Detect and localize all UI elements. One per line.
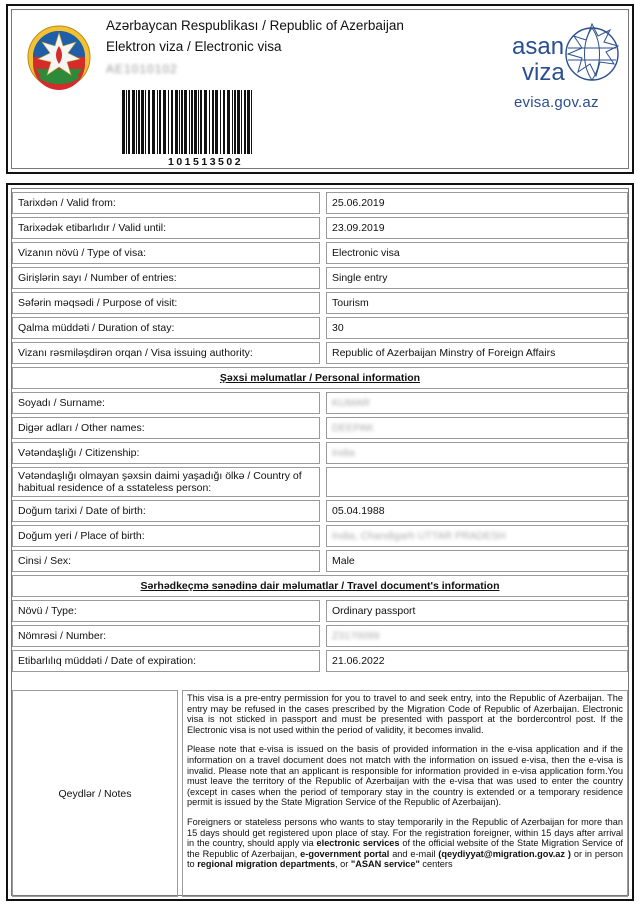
notes-paragraph: Please note that e-visa is issued on the basis of provided information in the e-visa application and if the information on a travel document does not match with the information on issued e-visa, then the e-visa is invalid. Please note that an applicant is responsible for information provided in e-visa application form.You must leave the territory of the Republic of Azerbaijan with the e-visa that was used to enter the country (except in cases when the period of temporary stay in the country is extended or a temporary residence permit is issued by the State Migration Service of the Republic of Azerbaijan). <box>187 744 623 808</box>
table-row <box>12 392 628 414</box>
asan-service-text: "ASAN service" <box>350 859 420 870</box>
field-value-purpose: Tourism <box>326 292 628 314</box>
notes-label: Qeydlər / Notes <box>12 690 178 897</box>
barcode-bar <box>171 90 173 154</box>
field-label: Qalma müddəti / Duration of stay: <box>12 317 320 339</box>
table-row <box>12 500 628 522</box>
table-row <box>12 267 628 289</box>
barcode-bar <box>234 90 236 154</box>
barcode-bar <box>179 90 180 154</box>
barcode-bar <box>232 90 233 154</box>
visa-header <box>6 4 634 174</box>
table-row <box>12 467 628 497</box>
notes-row <box>12 690 628 897</box>
travel-section-title: Sərhədkeçmə sənədinə dair məlumatlar / Travel document's information <box>12 575 628 597</box>
barcode-bar <box>122 90 125 154</box>
field-label: Etibarlılıq müddəti / Date of expiration: <box>12 650 320 672</box>
barcode-bar <box>194 90 197 154</box>
website-link[interactable]: evisa.gov.az <box>514 94 599 111</box>
table-row <box>12 217 628 239</box>
field-value-dob: 05.04.1988 <box>326 500 628 522</box>
visa-number: AE1010102 <box>106 62 178 76</box>
field-label: Növü / Type: <box>12 600 320 622</box>
barcode-bar <box>148 90 150 154</box>
e-government-portal-link: e-government portal <box>300 848 390 859</box>
field-label: Girişlərin sayı / Number of entries: <box>12 267 320 289</box>
notes-text-span: and e-mail <box>389 848 439 859</box>
barcode-bar <box>220 90 221 154</box>
barcode-bar <box>209 90 210 154</box>
personal-section-title: Şəxsi məlumatlar / Personal information <box>12 367 628 389</box>
barcode-bar <box>227 90 230 154</box>
notes-text-span: of the official website of the State Migration Service of the Republic of Azerbaijan, <box>187 838 623 859</box>
table-row <box>12 242 628 264</box>
barcode-bar <box>126 90 127 154</box>
barcode-bar <box>168 90 169 154</box>
registration-email: (qeydiyyat@migration.gov.az ) <box>438 848 571 859</box>
barcode-bar <box>189 90 190 154</box>
field-value-other-names: DEEPAK <box>332 422 374 434</box>
barcode-bar <box>159 90 161 154</box>
notes-text <box>182 690 628 897</box>
barcode-bar <box>241 90 242 154</box>
field-label: Tarixədək etibarlıdır / Valid until: <box>12 217 320 239</box>
barcode-bar <box>198 90 199 154</box>
field-value-citizenship: India <box>332 447 355 459</box>
field-value-valid-until: 23.09.2019 <box>326 217 628 239</box>
barcode-bar <box>128 90 130 154</box>
table-row <box>12 625 628 647</box>
field-value-visa-type: Electronic visa <box>326 242 628 264</box>
field-value-doc-type: Ordinary passport <box>326 600 628 622</box>
field-value-residence <box>326 467 628 497</box>
asan-viza-logo-icon <box>506 16 626 94</box>
barcode-bar <box>157 90 158 154</box>
barcode-number: 101513502 <box>168 156 244 168</box>
table-row <box>12 342 628 364</box>
barcode-bar <box>204 90 207 154</box>
barcode-bar <box>237 90 240 154</box>
field-label: Səfərin məqsədi / Purpose of visit: <box>12 292 320 314</box>
table-row <box>12 550 628 572</box>
visa-details-card <box>6 183 634 901</box>
table-row <box>12 442 628 464</box>
table-row <box>12 525 628 547</box>
barcode-bar <box>215 90 218 154</box>
section-header-row <box>12 367 628 389</box>
barcode-bar <box>247 90 250 154</box>
field-value-surname: KUMAR <box>332 397 370 409</box>
field-label: Doğum tarixi / Date of birth: <box>12 500 320 522</box>
barcode-bar <box>138 90 140 154</box>
field-label: Tarixdən / Valid from: <box>12 192 320 214</box>
field-label: Vətəndaşlığı / Citizenship: <box>12 442 320 464</box>
document-title: Elektron viza / Electronic visa <box>106 39 282 54</box>
barcode-bar <box>152 90 155 154</box>
barcode-bar <box>244 90 246 154</box>
barcode-bar <box>136 90 137 154</box>
table-row <box>12 600 628 622</box>
barcode-icon <box>120 90 254 160</box>
notes-text-span: , or <box>335 859 351 870</box>
table-row <box>12 317 628 339</box>
table-row <box>12 192 628 214</box>
azerbaijan-emblem-icon <box>26 24 92 90</box>
section-header-row <box>12 575 628 597</box>
barcode-bar <box>191 90 193 154</box>
electronic-services-link: electronic services <box>316 838 400 849</box>
barcode-bar <box>132 90 135 154</box>
barcode-bar <box>141 90 144 154</box>
visa-details-table <box>12 189 628 675</box>
notes-text-span: or in person to <box>187 848 623 870</box>
field-label: Vizanın növü / Type of visa: <box>12 242 320 264</box>
notes-text-span: Foreigners or stateless persons who wants to stay temporarily in the Republic of Azerbaijan for more than 15 days should get registered upon place of stay. For the registration foreigner, within 15 days after arrival in the country, should apply via <box>187 816 623 849</box>
barcode-bar <box>251 90 252 154</box>
field-label: Nömrəsi / Number: <box>12 625 320 647</box>
field-value-duration: 30 <box>326 317 628 339</box>
table-row <box>12 417 628 439</box>
notes-paragraph: This visa is a pre-entry permission for you to travel to and seek entry, into the Republic of Azerbaijan. The entry may be refused in the cases prescribed by the Migration Code of Republic of Azerbaijan. Electronic visa is not sticked in passport and must be presented with passport at the bordercontrol post. If the Electronic visa is not used within the period of validity, it becomes invalid. <box>187 693 623 735</box>
field-value-valid-from: 25.06.2019 <box>326 192 628 214</box>
barcode-bar <box>175 90 178 154</box>
barcode-bar <box>223 90 225 154</box>
field-label: Cinsi / Sex: <box>12 550 320 572</box>
barcode-bar <box>200 90 202 154</box>
barcode-bar <box>212 90 214 154</box>
barcode-bar <box>163 90 166 154</box>
barcode-bar <box>184 90 187 154</box>
notes-paragraph <box>187 817 623 870</box>
logo-word-asan: asan <box>512 33 565 60</box>
table-row <box>12 650 628 672</box>
barcode-bar <box>145 90 146 154</box>
field-value-birthplace: India, Chandigarh UTTAR PRADESH <box>332 530 506 542</box>
field-value-sex: Male <box>326 550 628 572</box>
notes-text-span: centers <box>419 859 453 870</box>
regional-departments-text: regional migration departments <box>197 859 336 870</box>
field-value-entries: Single entry <box>326 267 628 289</box>
field-value-expiration: 21.06.2022 <box>326 650 628 672</box>
field-label: Digər adları / Other names: <box>12 417 320 439</box>
field-value-doc-number: Z3170099 <box>332 630 380 642</box>
field-label: Vizanı rəsmiləşdirən orqan / Visa issuing authority: <box>12 342 320 364</box>
field-label: Vətəndaşlığı olmayan şəxsin daimi yaşadığı ölkə / Country of habitual residence of a sstateless person: <box>12 467 320 497</box>
barcode-bar <box>181 90 183 154</box>
country-title: Azərbaycan Respublikası / Republic of Azerbaijan <box>106 18 404 33</box>
table-row <box>12 292 628 314</box>
field-label: Doğum yeri / Place of birth: <box>12 525 320 547</box>
field-value-authority: Republic of Azerbaijan Minstry of Foreign Affairs <box>326 342 628 364</box>
logo-word-viza: viza <box>522 59 565 86</box>
field-label: Soyadı / Surname: <box>12 392 320 414</box>
